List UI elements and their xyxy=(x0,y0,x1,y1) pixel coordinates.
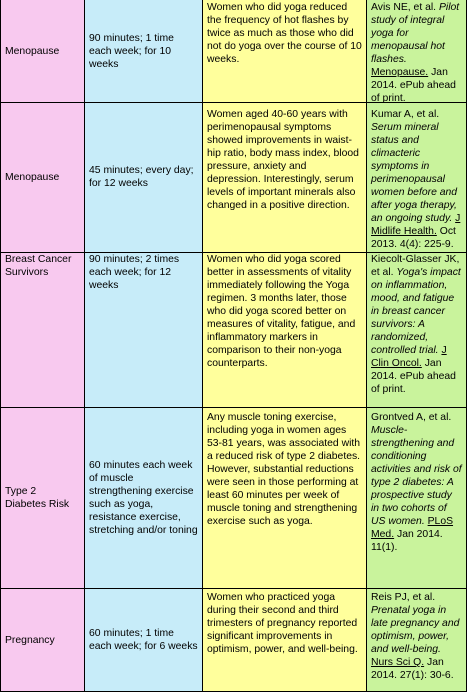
population-text: Pregnancy xyxy=(5,634,55,646)
dose-text: 60 minutes each week of muscle strengthening exercise such as yoga, resistance exercise, stretching and/or toning xyxy=(89,459,198,536)
finding-cell xyxy=(203,407,367,588)
population-text: Menopause xyxy=(5,45,60,57)
citation-journal[interactable]: Nurs Sci Q. xyxy=(371,657,425,668)
table-row xyxy=(1,102,467,252)
finding-text: Women who practiced yoga during their second and third trimesters of pregnancy reported significant improvements in optimism, power, and well-being. xyxy=(207,592,358,655)
dose-cell xyxy=(85,102,203,252)
dose-text: 60 minutes; 1 time each week; for 6 weeks xyxy=(89,628,198,652)
finding-cell xyxy=(203,102,367,252)
citation-date: Oct 2013. 4(4): 225-9. xyxy=(371,226,456,250)
table-row xyxy=(1,0,467,102)
citation-journal[interactable]: PLoS Med. xyxy=(371,516,454,540)
finding-text: Any muscle toning exercise, including yoga in women ages 53-81 years, was associated with a reduced risk of type 2 diabetes. However, substantial reductions were seen in those performing at least 60 minutes per week of muscle toning and strengthening exercise such as yoga. xyxy=(207,412,361,527)
row-divider xyxy=(1,252,467,253)
population-cell xyxy=(1,102,85,252)
finding-cell xyxy=(203,0,367,102)
population-cell xyxy=(1,588,85,692)
table-row xyxy=(1,407,467,588)
row-divider xyxy=(1,102,467,103)
population-text: Menopause xyxy=(5,171,60,183)
citation-cell xyxy=(367,102,467,252)
finding-text: Women who did yoga scored better in assessments of vitality immediately following the Yoga regimen. 3 months later, those who did yoga scored better on measures of vitality, fatigue, and inflammatory markers in comparison to their non-yoga counterparts. xyxy=(207,254,356,369)
citation-title: Serum mineral status and climacteric symptoms in perimenopausal women before and after yoga therapy, an ongoing study. xyxy=(371,122,458,224)
dose-text: 45 minutes; every day; for 12 weeks xyxy=(89,165,194,189)
citation-authors: Avis NE, et al. xyxy=(371,2,437,13)
finding-text: Women who did yoga reduced the frequency of hot flashes by twice as much as those who did not do yoga over the course of 10 weeks. xyxy=(207,2,362,65)
row-divider xyxy=(1,407,467,408)
citation-cell xyxy=(367,407,467,588)
citation-journal[interactable]: J Midlife Health. xyxy=(371,213,461,237)
citation-journal[interactable]: J Clin Oncol. xyxy=(371,345,447,369)
citation-title: Prenatal yoga in late pregnancy and optimism, power, and well-being. xyxy=(371,605,460,655)
citation-title: Yoga's impact on inflammation, mood, and fatigue in breast cancer survivors: A randomized, controlled trial. xyxy=(371,267,461,356)
dose-cell xyxy=(85,407,203,588)
citation-date: Jan 2014. 11(1). xyxy=(371,529,443,553)
citation-date: Jan 2014. ePub ahead of print. xyxy=(371,67,456,102)
dose-cell xyxy=(85,252,203,407)
citation-authors: Kiecolt-Glasser JK, et al. xyxy=(371,254,460,278)
table-row xyxy=(1,252,467,407)
citation-cell xyxy=(367,588,467,692)
population-text: Type 2 Diabetes Risk xyxy=(5,485,70,510)
dose-text: 90 minutes; 2 times each week; for 12 weeks xyxy=(89,254,180,291)
citation-authors: Kumar A, et al. xyxy=(371,109,440,120)
citation-title: Pilot study of integral yoga for menopausal hot flashes. xyxy=(371,2,460,65)
population-cell xyxy=(1,0,85,102)
population-text: Breast Cancer Survivors xyxy=(5,254,72,278)
dose-cell xyxy=(85,588,203,692)
citation-date: Jan 2014. ePub ahead of print. xyxy=(371,358,456,395)
dose-cell xyxy=(85,0,203,102)
citation-journal[interactable]: Menopause. xyxy=(371,67,429,78)
dose-text: 90 minutes; 1 time each week; for 10 weeks xyxy=(89,32,174,70)
finding-cell xyxy=(203,252,367,407)
citation-authors: Grontved A, et al. xyxy=(371,412,452,423)
citation-cell xyxy=(367,252,467,407)
population-cell xyxy=(1,407,85,588)
citation-title: Muscle-strengthening and conditioning activities and risk of type 2 diabetes: A prospective study in two cohorts of US women. xyxy=(371,425,462,527)
finding-text: Women aged 40-60 years with perimenopausal symptoms showed improvements in waist-hip ratio, body mass index, blood pressure, anxiety and depression. Interestingly, serum levels of important minerals also changed in a positive direction. xyxy=(207,109,359,211)
citation-authors: Reis PJ, et al. xyxy=(371,592,436,603)
table-row xyxy=(1,588,467,692)
population-cell xyxy=(1,252,85,407)
citation-cell xyxy=(367,0,467,102)
finding-cell xyxy=(203,588,367,692)
citation-date: Jan 2014. 27(1): 30-6. xyxy=(371,657,454,681)
row-divider xyxy=(1,588,467,589)
